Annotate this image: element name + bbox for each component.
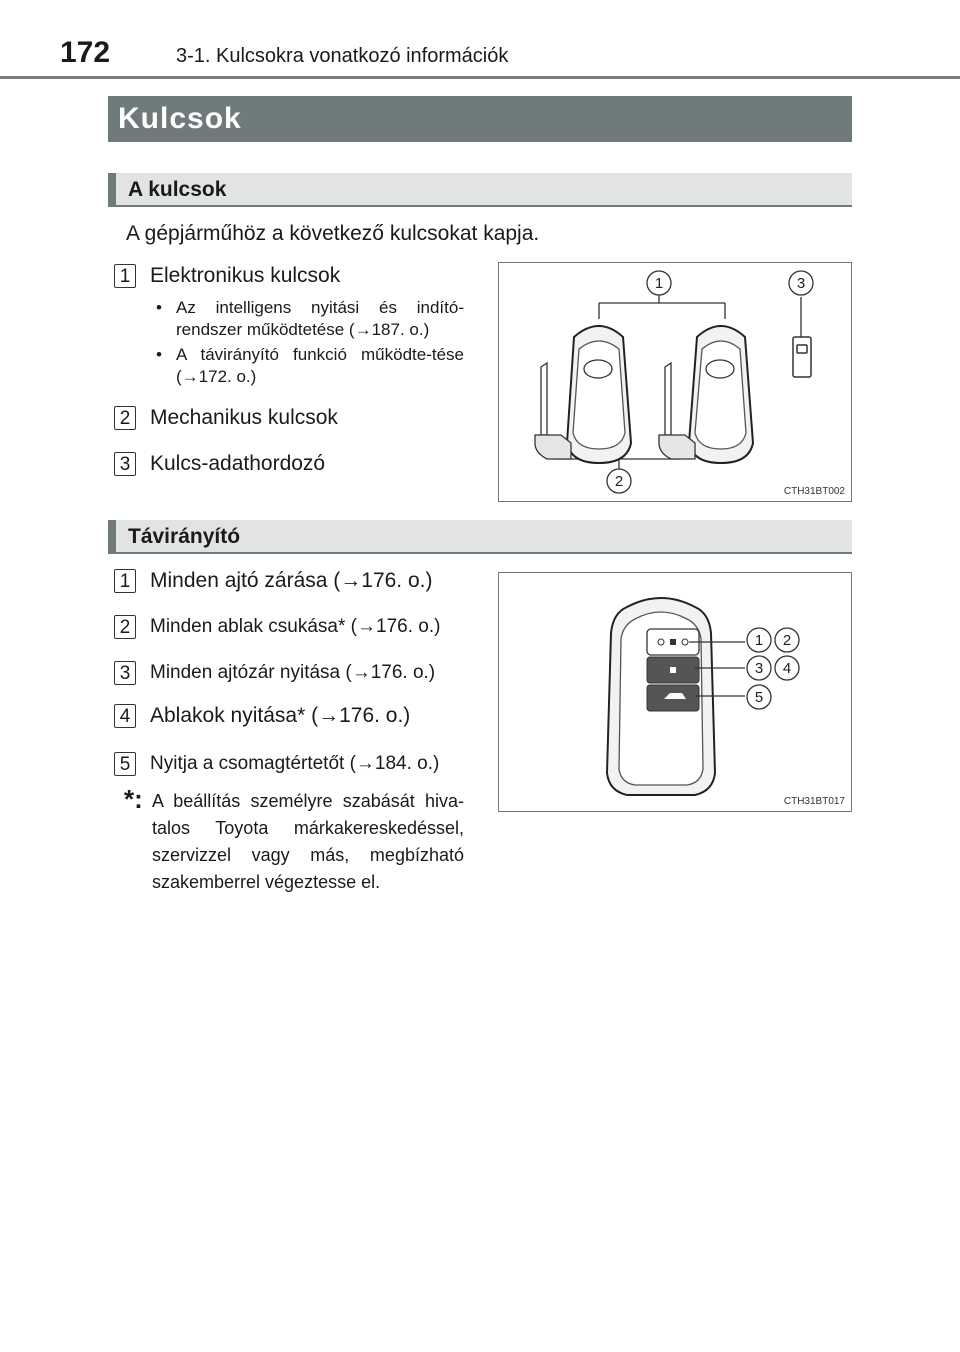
item-text: Minden ajtózár nyitása (→176. o.) bbox=[150, 662, 436, 683]
bullet-1: • Az intelligens nyitási és indító-rendszer működtetése (→187. o.) bbox=[156, 298, 464, 339]
remote-figure bbox=[498, 572, 852, 812]
item-number: 2 bbox=[114, 615, 136, 639]
remote-item-5 bbox=[114, 752, 439, 776]
callout-2: 2 bbox=[782, 632, 792, 649]
bullet-text: A távirányító funkció működte-tése (→172. o.) bbox=[176, 345, 464, 386]
smart-key-right bbox=[689, 326, 753, 463]
item-text: Kulcs-adathordozó bbox=[150, 452, 326, 475]
item-number: 1 bbox=[114, 569, 136, 593]
footnote-mark: *: bbox=[124, 784, 143, 814]
subhead-remote-title: Távirányító bbox=[128, 525, 241, 548]
keys-item-2 bbox=[114, 406, 338, 430]
smart-key-left bbox=[567, 326, 631, 463]
keys-item-1 bbox=[114, 264, 340, 288]
running-header: 3-1. Kulcsokra vonatkozó információk bbox=[176, 45, 509, 67]
header-rule bbox=[0, 76, 960, 79]
item-number: 3 bbox=[114, 452, 136, 476]
remote-item-3 bbox=[114, 661, 435, 685]
footnote-text: A beállítás személyre szabását hiva-talos Toyota márkakereskedéssel, szervizzel vagy más, megbízható szakemberrel végeztesse el. bbox=[152, 791, 464, 892]
callout-1: 1 bbox=[754, 632, 764, 649]
callout-2: 2 bbox=[614, 473, 624, 490]
item-number: 1 bbox=[114, 264, 136, 288]
remote-item-1 bbox=[114, 569, 432, 593]
remote-item-4 bbox=[114, 704, 410, 728]
subhead-keys-title: A kulcsok bbox=[128, 178, 227, 201]
callout-1: 1 bbox=[654, 275, 664, 292]
item-text: Ablakok nyitása* (→176. o.) bbox=[150, 704, 411, 727]
item-text: Minden ajtó zárása (→176. o.) bbox=[150, 569, 433, 592]
keys-figure bbox=[498, 262, 852, 502]
mechanical-key-left bbox=[535, 363, 571, 459]
keys-illustration bbox=[499, 263, 850, 500]
figure-code: CTH31BT002 bbox=[783, 486, 845, 497]
callout-5: 5 bbox=[754, 689, 764, 706]
subhead-remote bbox=[108, 520, 852, 554]
bullet-text: Az intelligens nyitási és indító-rendszer működtetése (→187. o.) bbox=[176, 298, 464, 339]
keys-item-3 bbox=[114, 452, 325, 476]
bullet-2: • A távirányító funkció működte-tése (→172. o.) bbox=[156, 345, 464, 386]
item-text: Elektronikus kulcsok bbox=[150, 264, 341, 287]
subhead-keys bbox=[108, 173, 852, 207]
remote-item-2 bbox=[114, 615, 440, 639]
figure-code: CTH31BT017 bbox=[783, 796, 845, 807]
item-text: Mechanikus kulcsok bbox=[150, 406, 338, 429]
item-number: 3 bbox=[114, 661, 136, 685]
intro-text: A gépjárműhöz a következő kulcsokat kapja. bbox=[126, 222, 540, 245]
item-number: 2 bbox=[114, 406, 136, 430]
section-banner bbox=[108, 96, 852, 142]
item-number: 5 bbox=[114, 752, 136, 776]
mechanical-key-right bbox=[659, 363, 695, 459]
callout-3: 3 bbox=[754, 660, 764, 677]
item-text: Nyitja a csomagtértetőt (→184. o.) bbox=[150, 753, 440, 774]
footnote bbox=[124, 784, 464, 896]
callout-4: 4 bbox=[782, 660, 792, 677]
item-text: Minden ablak csukása* (→176. o.) bbox=[150, 616, 441, 637]
page-number: 172 bbox=[60, 36, 111, 69]
remote-illustration bbox=[499, 573, 850, 810]
item-number: 4 bbox=[114, 704, 136, 728]
callout-3: 3 bbox=[796, 275, 806, 292]
card-key bbox=[793, 337, 811, 377]
section-title: Kulcsok bbox=[118, 102, 242, 135]
